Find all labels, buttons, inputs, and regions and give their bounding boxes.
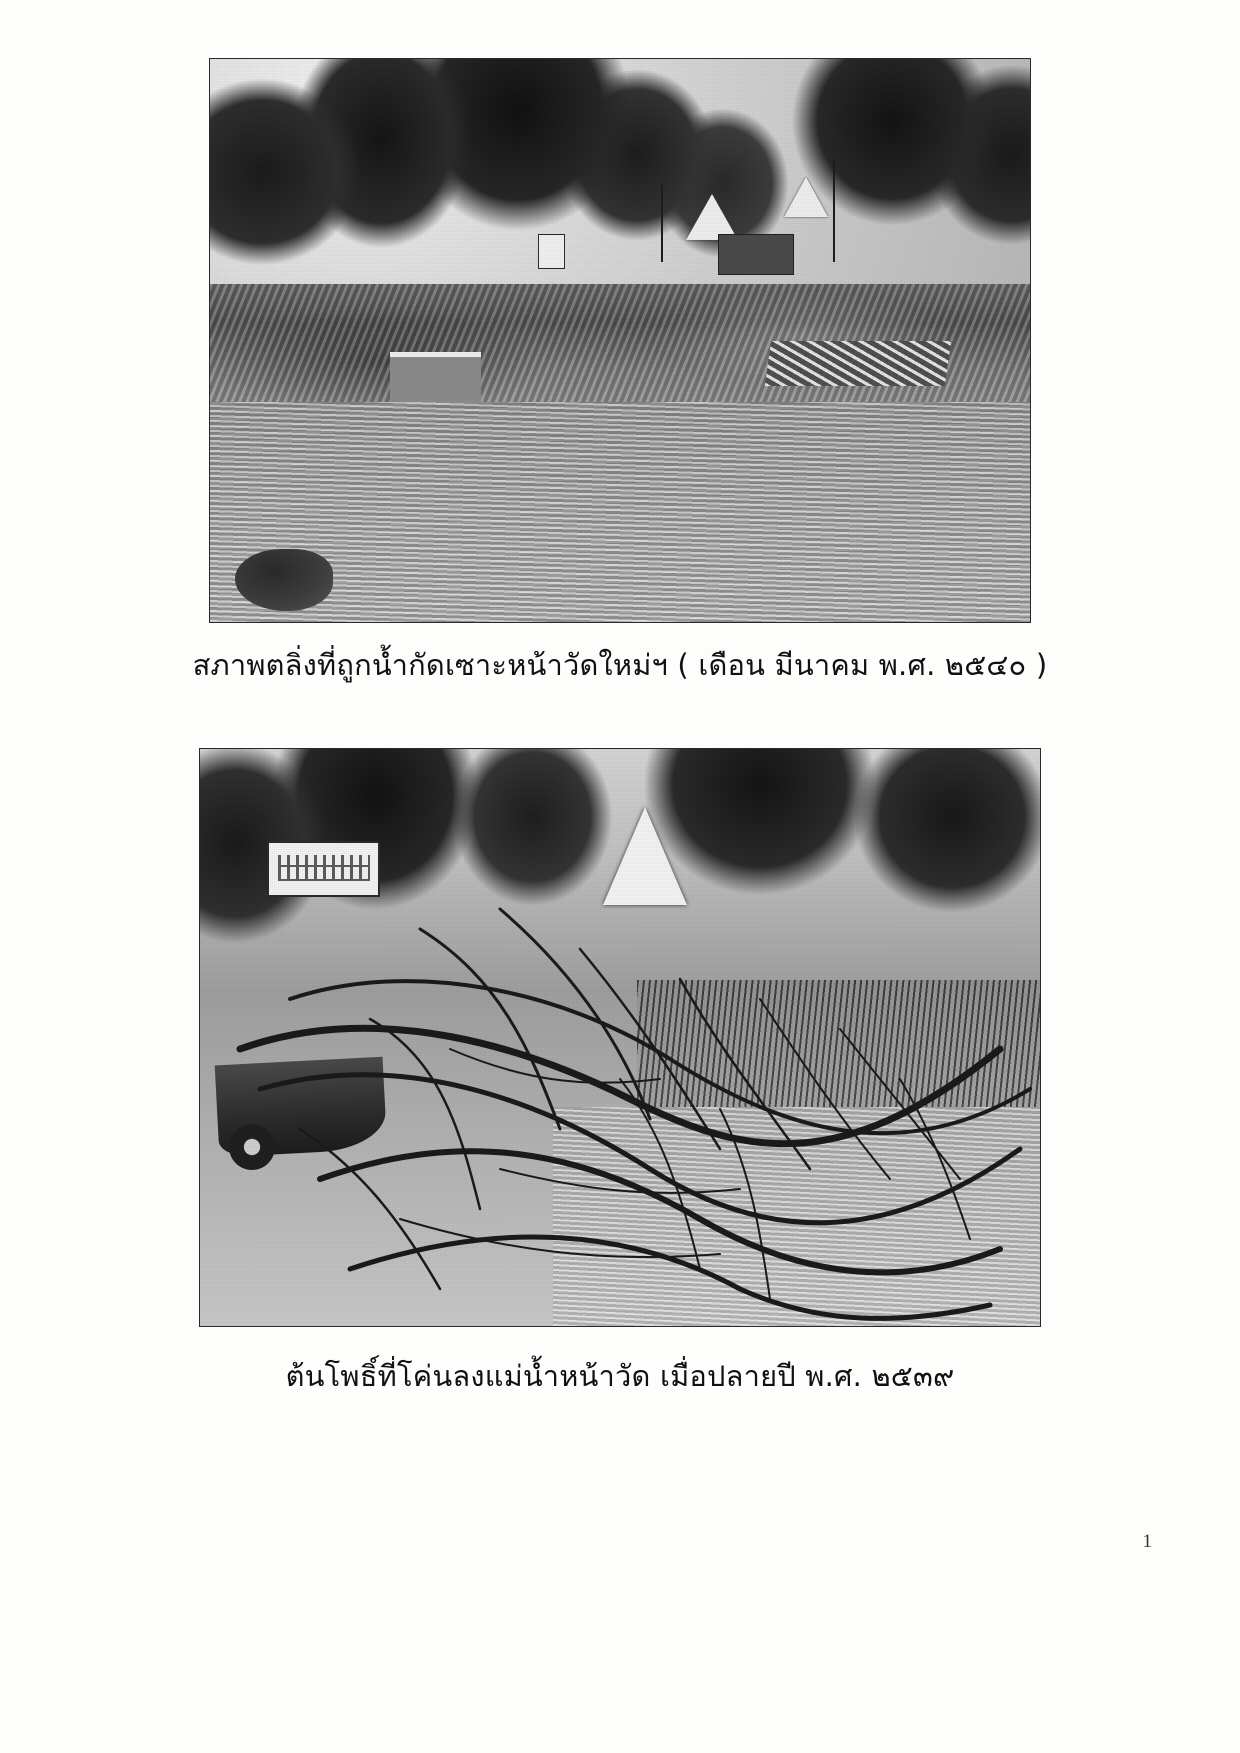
- figure-fallen-bodhi-tree: [0, 748, 1240, 1399]
- figure-caption: ต้นโพธิ์ที่โค่นลงแม่น้ำหน้าวัด เมื่อปลายปี พ.ศ. ๒๕๓๙: [285, 1359, 955, 1393]
- figure-riverbank-erosion: [0, 58, 1240, 688]
- figure-caption: สภาพตลิ่งที่ถูกน้ำกัดเซาะหน้าวัดใหม่ฯ ( เดือน มีนาคม พ.ศ. ๒๕๔๐ ): [192, 648, 1048, 682]
- photo-grain-overlay: [210, 59, 1030, 622]
- photo-grain-overlay: [200, 749, 1040, 1326]
- page-number: 1: [1142, 1531, 1152, 1552]
- photo-eroded-riverbank: [209, 58, 1031, 623]
- photo-fallen-bodhi-tree: [199, 748, 1041, 1327]
